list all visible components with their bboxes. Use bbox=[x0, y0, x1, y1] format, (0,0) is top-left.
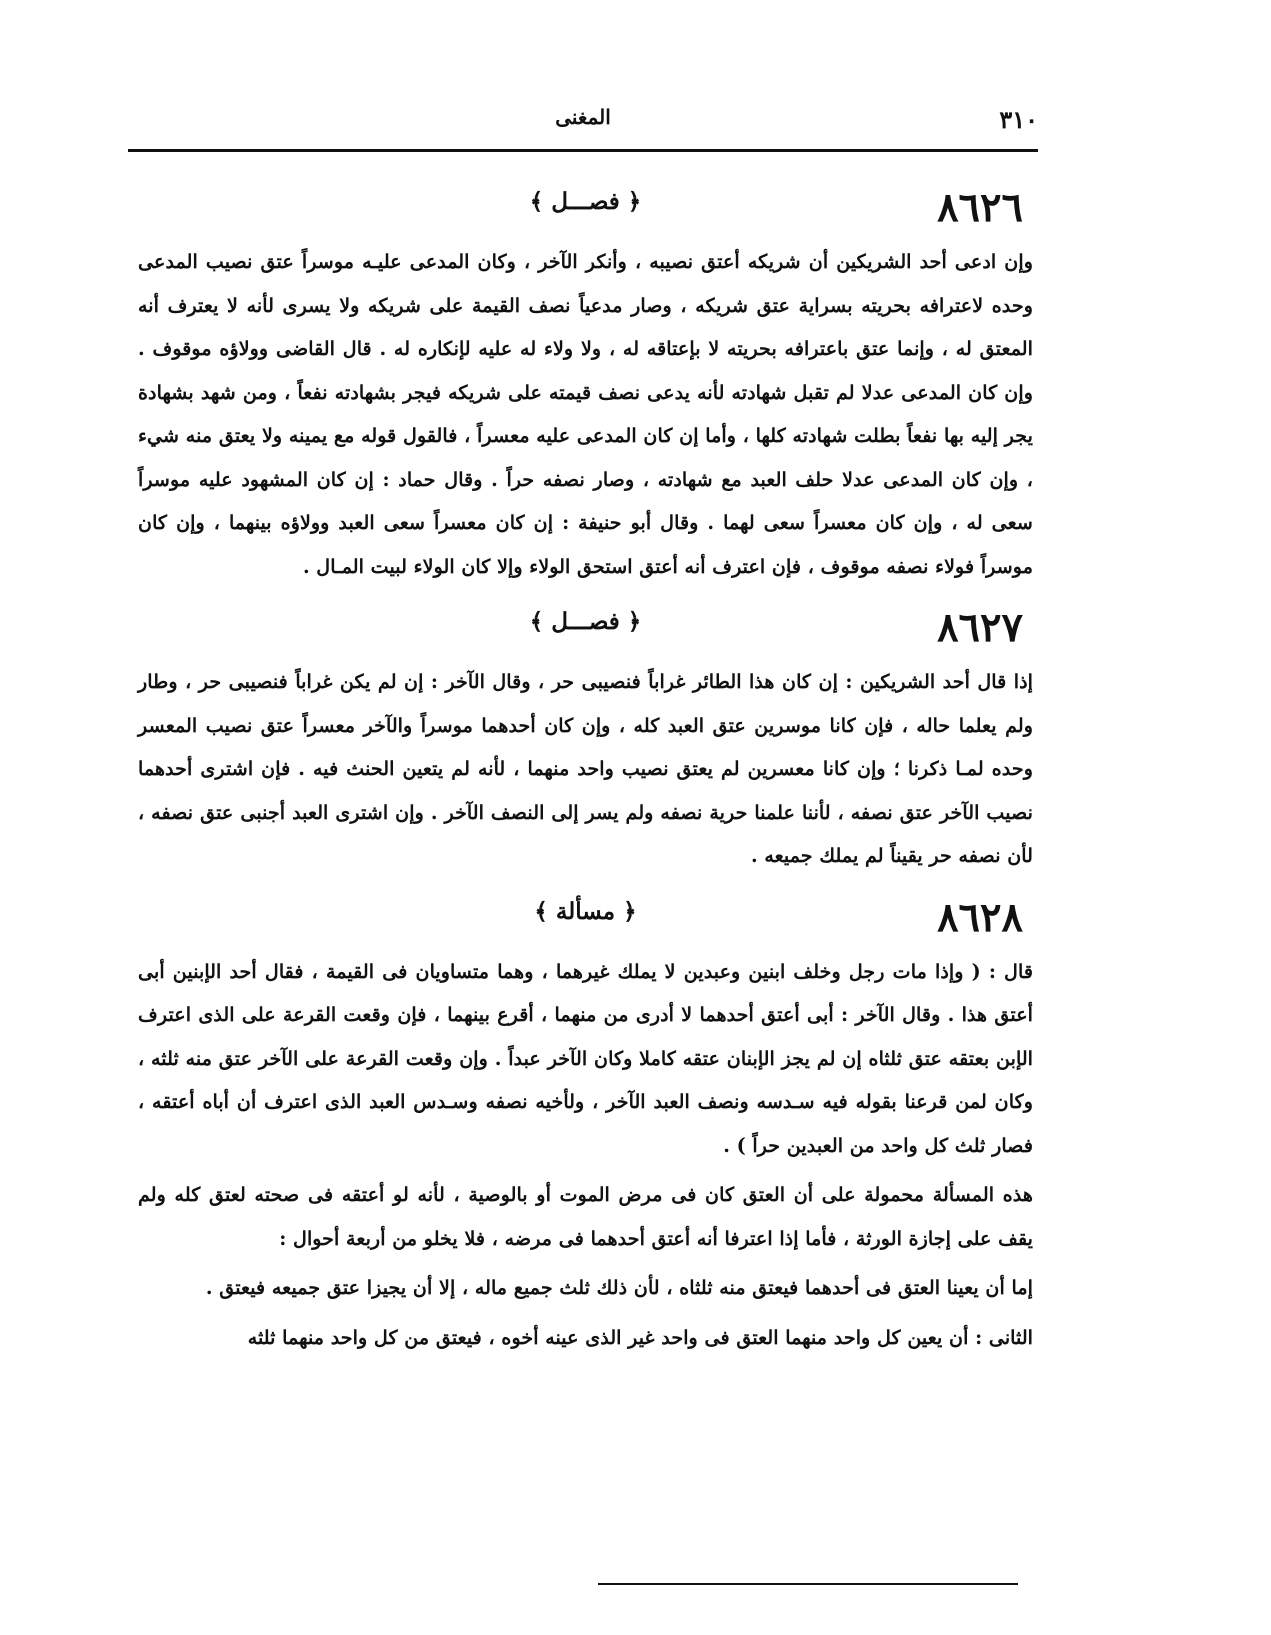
page-header bbox=[128, 105, 1038, 139]
paragraph: قال : ( وإذا مات رجل وخلف ابنين وعبدين لا يملك غيرهما ، وهما متساويان فى القيمة ، فقال أحد الإبنين أبى أعتق هذا . وقال الآخر : أبى أعتق أحدهما لا أدرى من منهما ، أقرع بينهما ، فإن وقعت القرعة على الذى اعترف الإبن بعتقه عتق ثلثاه إن لم يجز الإبنان عتقه كاملا وكان الآخر عبداً . وإن وقعت القرعة على الآخر عتق منه ثلثه ، وكان لمن قرعنا بقوله فيه سـدسه ونصف العبد الآخر ، ولأخيه نصفه وسـدس العبد الذى اعترف أن أباه أعتقه ، فصار ثلث كل واحد من العبدين حراً ) . bbox=[138, 959, 1033, 1157]
section-heading bbox=[138, 602, 1033, 660]
page-content bbox=[138, 182, 1033, 1373]
section-heading bbox=[138, 892, 1033, 950]
paragraph: إذا قال أحد الشريكين : إن كان هذا الطائر غراباً فنصيبى حر ، وقال الآخر : إن لم يكن غراباً فنصيبى حر ، وطار ولم يعلما حاله ، فإن كانا موسرين عتق العبد كله ، وإن كان أحدهما موسراً والآخر معسراً عتق نصيب المعسر وحده لمـا ذكرنا ؛ وإن كانا معسرين لم يعتق نصيب واحد منهما ، لأنه لم يتعين الحنث فيه . فإن اشترى أحدهما نصيب الآخر عتق نصفه ، لأننا علمنا حرية نصفه ولم يسر إلى النصف الآخر . وإن اشترى العبد أجنبى عتق نصفه ، لأن نصفه حر يقيناً لم يملك جميعه . bbox=[138, 670, 1033, 867]
paragraph: وإن ادعى أحد الشريكين أن شريكه أعتق نصيبه ، وأنكر الآخر ، وكان المدعى عليـه موسراً عتق نصيب المدعى وحده لاعترافه بحريته بسراية عتق شريكه ، وصار مدعياً نصف القيمة على شريكه ولا يسرى لأنه لا يعترف أنه المعتق له ، وإنما عتق باعترافه بحريته لا بإعتاقه له ، ولا ولاء له عليه لإنكاره له . قال القاضى وولاؤه موقوف . وإن كان المدعى عدلا لم تقبل شهادته لأنه يدعى نصف قيمته على شريكه فيجر بشهادته نفعاً ، ومن شهد بشهادة يجر إليه بها نفعاً بطلت شهادته كلها ، وأما إن كان المدعى عليه معسراً ، فالقول قوله مع يمينه ولا يعتق منه شيء ، وإن كان المدعى عدلا حلف العبد مع شهادته ، وصار نصفه حراً . وقال حماد : إن كان المشهود عليه موسراً سعى له ، وإن كان معسراً سعى لهما . وقال أبو حنيفة : إن كان معسراً سعى العبد وولاؤه بينهما ، وإن كان موسراً فولاء نصفه موقوف ، فإن اعترف أنه أعتق استحق الولاء وإلا كان الولاء لبيت المـال . bbox=[138, 250, 1033, 578]
paragraph: الثانى : أن يعين كل واحد منهما العتق فى واحد غير الذى عينه أخوه ، فيعتق من كل واحد منهما ثلثه bbox=[247, 1325, 1033, 1349]
section-8627 bbox=[138, 602, 1033, 878]
page-number: ٣١٠ bbox=[999, 105, 1038, 134]
book-title: المغنى bbox=[555, 105, 611, 129]
section-8628 bbox=[138, 892, 1033, 1360]
section-heading bbox=[138, 182, 1033, 240]
header-rule bbox=[128, 149, 1038, 152]
section-label: ﴿ مسألة ﴾ bbox=[534, 897, 637, 925]
section-number: ٨٦٢٦ bbox=[937, 184, 1023, 231]
section-number: ٨٦٢٧ bbox=[937, 604, 1023, 651]
section-label: ﴿ فصـــل ﴾ bbox=[529, 608, 642, 635]
paragraph: هذه المسألة محمولة على أن العتق كان فى مرض الموت أو بالوصية ، لأنه لو أعتقه فى صحته لعتق كله ولم يقف على إجازة الورثة ، فأما إذا اعترفا أنه أعتق أحدهما فى مرضه ، فلا يخلو من أربعة أحوال : bbox=[138, 1183, 1033, 1250]
paragraph: إما أن يعينا العتق فى أحدهما فيعتق منه ثلثاه ، لأن ذلك ثلث جميع ماله ، إلا أن يجيزا عتق جميعه فيعتق . bbox=[205, 1276, 1033, 1299]
footnote-rule bbox=[598, 1583, 1018, 1585]
section-label: ﴿ فصـــل ﴾ bbox=[529, 188, 642, 215]
section-8626 bbox=[138, 182, 1033, 588]
section-number: ٨٦٢٨ bbox=[937, 893, 1023, 941]
